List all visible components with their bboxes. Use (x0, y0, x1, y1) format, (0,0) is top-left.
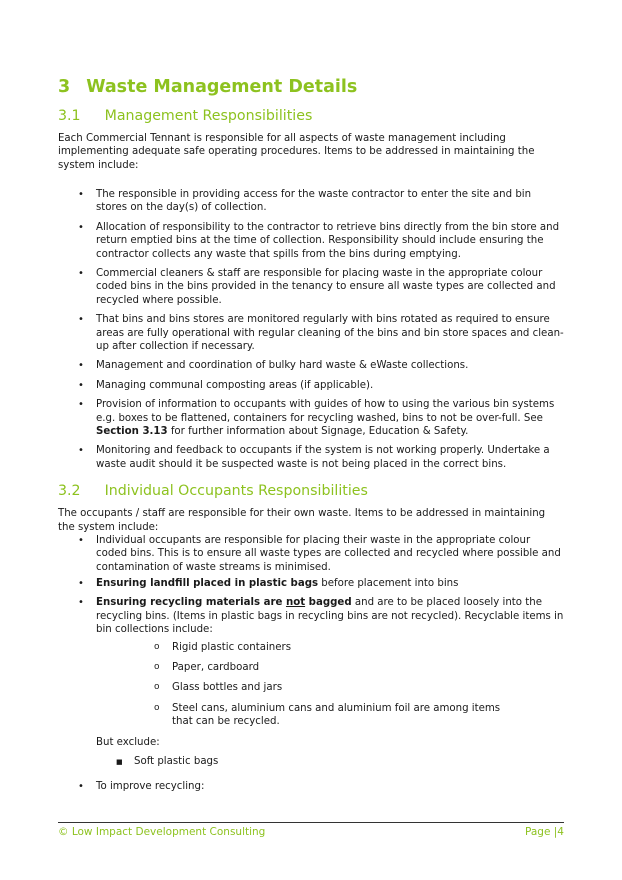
footer-copyright: © Low Impact Development Consulting (58, 826, 266, 838)
circle-bullet-icon: o (154, 641, 160, 652)
list-item: • Allocation of responsibility to the contractor to retrieve bins directly from the bin store and return emptied bins at the time of collection. Responsibility should include ensuring the contractor collects any waste that spills from the bins during emptying. (78, 221, 560, 260)
list-item: • Ensuring recycling materials are not bagged and are to be placed loosely into the recycling bins. (Items in plastic bags in recycling bins are not recycled). Recyclable items in bin collections include: o Rigid plastic containers o Paper, cardboard o Glass bottles and jars o Steel cans, aluminium cans and aluminium foil are among items that can be recycled. (78, 597, 564, 728)
list-item: • Individual occupants are responsible for placing their waste in the appropriate colour coded bins. This is to ensure all waste types are collected and recycled where possible and contamination of waste streams is minimised. (78, 534, 561, 573)
list-item: o Glass bottles and jars (154, 682, 283, 694)
exclude-label: But exclude: (96, 736, 160, 748)
section-reference: Section 3.13 (96, 425, 168, 437)
occupant-responsibilities-list (58, 534, 564, 729)
bullet-icon: • (78, 578, 84, 590)
bullet-icon: • (78, 267, 84, 279)
list-item: • The responsible in providing access for the waste contractor to enter the site and bin stores on the day(s) of collection. (78, 188, 532, 214)
section-heading (58, 76, 564, 98)
bullet-icon: • (78, 597, 84, 609)
paragraph-intro-3-2: The occupants / staff are responsible for their own waste. Items to be addressed in maintaining the system include: (58, 508, 546, 533)
list-item: • Managing communal composting areas (if applicable). (78, 379, 374, 391)
subsection-heading-3-1 (58, 106, 564, 126)
section-title: Waste Management Details (86, 77, 358, 97)
bullet-icon: • (78, 445, 84, 457)
improve-list (58, 780, 564, 793)
subsection-heading-3-2 (58, 481, 564, 501)
page-content (58, 76, 564, 800)
bullet-icon: • (78, 534, 84, 546)
page-footer (58, 822, 564, 838)
responsibilities-list (58, 188, 564, 471)
bullet-icon: • (78, 188, 84, 200)
subsection-number: 3.1 (58, 108, 81, 124)
bullet-icon: • (78, 360, 84, 372)
circle-bullet-icon: o (154, 702, 160, 713)
list-item: • Ensuring landfill placed in plastic bags before placement into bins (78, 578, 459, 590)
bullet-icon: • (78, 221, 84, 233)
excluded-list (58, 755, 564, 768)
section-number: 3 (58, 77, 71, 97)
list-item: • Provision of information to occupants with guides of how to using the various bin systems e.g. boxes to be flattened, containers for recycling washed, bins to not be over-full. See Section 3.13 for further information about Signage, Education & Safety. (78, 399, 555, 437)
list-item: • That bins and bins stores are monitored regularly with bins rotated as required to ensure areas are fully operational with regular cleaning of the bins and bin store spaces and clean-up after collection if necessary. (78, 314, 564, 352)
list-item: • To improve recycling: (78, 781, 205, 793)
bullet-icon: • (78, 379, 84, 391)
list-item: • Monitoring and feedback to occupants if the system is not working properly. Undertake a waste audit should it be suspected waste is not being placed in the correct bins. (78, 445, 550, 470)
page-number: Page |4 (525, 826, 564, 838)
circle-bullet-icon: o (154, 662, 160, 673)
recyclables-list (96, 641, 564, 729)
list-item: o Steel cans, aluminium cans and aluminium foil are among items that can be recycled. (154, 702, 501, 728)
bullet-icon: • (78, 781, 84, 793)
subsection-title: Management Responsibilities (104, 108, 313, 124)
list-item: o Paper, cardboard (154, 662, 260, 674)
circle-bullet-icon: o (154, 682, 160, 693)
subsection-title: Individual Occupants Responsibilities (104, 483, 368, 500)
list-item: • Management and coordination of bulky hard waste & eWaste collections. (78, 360, 469, 372)
square-bullet-icon: ■ (116, 758, 123, 767)
list-item: ■ Soft plastic bags (58, 755, 564, 768)
list-item: • Commercial cleaners & staff are responsible for placing waste in the appropriate colour coded bins in the bins provided in the tenancy to ensure all waste types are collected and recycled where possible. (78, 267, 556, 306)
paragraph-intro-3-1: Each Commercial Tennant is responsible for all aspects of waste management including implementing adequate safe operating procedures. Items to be addressed in maintaining the system include: (58, 133, 535, 171)
bullet-icon: • (78, 399, 84, 411)
subsection-number: 3.2 (58, 483, 81, 500)
bullet-icon: • (78, 314, 84, 326)
list-item: o Rigid plastic containers (154, 641, 292, 653)
